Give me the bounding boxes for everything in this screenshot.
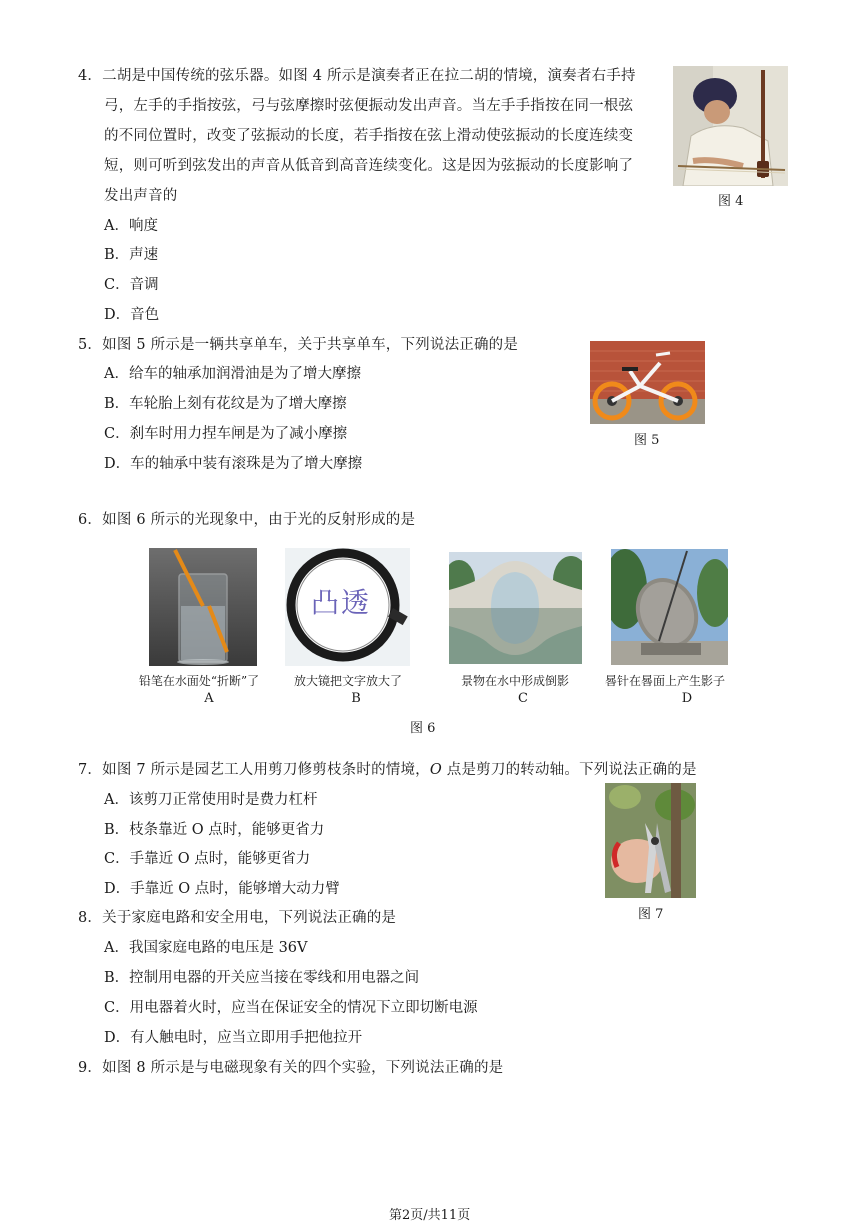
figure-4-caption: 图 4 [718,194,744,209]
q7-stem-pivot-label: O [429,762,442,778]
q8-option-c: C．用电器着火时，应当在保证安全的情况下立即切断电源 [104,1000,478,1016]
panel-a-letter: A [204,691,214,706]
q7-option-c: C．手靠近 O 点时，能够更省力 [104,851,311,867]
q8-option-b: B．控制用电器的开关应当接在零线和用电器之间 [104,970,420,986]
panel-c-letter: C [518,691,528,706]
q8-stem: 8．关于家庭电路和安全用电，下列说法正确的是 [78,910,397,926]
q7-option-d: D．手靠近 O 点时，能够增大动力臂 [104,881,340,897]
q5-option-d: D．车的轴承中装有滚珠是为了增大摩擦 [104,456,363,472]
shared-bike-image [590,341,705,424]
q7-option-b: B．枝条靠近 O 点时，能够更省力 [104,822,325,838]
figure-7-caption: 图 7 [638,907,664,922]
magnified-text: 凸透 [311,586,372,619]
q4-line-4: 短，则可听到弦发出的声音从低音到高音连续变化。这是因为弦振动的长度影响了 [104,158,634,174]
sundial-image [611,549,728,665]
q5-option-a: A．给车的轴承加润滑油是为了增大摩擦 [104,366,361,382]
q4-option-d: D．音色 [104,307,160,323]
bridge-reflection-image [449,552,582,664]
panel-d-letter: D [681,691,693,706]
q7-stem-part-1: 7．如图 7 所示是园艺工人用剪刀修剪枝条时的情境， [78,762,430,778]
q5-option-c: C．刹车时用力捏车闸是为了减小摩擦 [104,426,348,442]
q4-line-5: 发出声音的 [104,188,178,204]
figure-5-caption: 图 5 [634,433,660,448]
q4-line-3: 的不同位置时，改变了弦振动的长度，若手指按在弦上滑动使弦振动的长度连续变 [104,128,634,144]
q4-option-a: A．响度 [104,218,158,234]
panel-b-letter: B [351,691,361,706]
q4-option-c: C．音调 [104,277,159,293]
q7-stem-part-2: 点是剪刀的转动轴。下列说法正确的是 [441,762,697,778]
q5-option-b: B．车轮胎上刻有花纹是为了增大摩擦 [104,396,347,412]
q5-stem: 5．如图 5 所示是一辆共享单车，关于共享单车，下列说法正确的是 [78,337,519,353]
magnifier-image [285,548,410,666]
q7-option-a: A．该剪刀正常使用时是费力杠杆 [104,792,318,808]
q7-stem [78,760,697,780]
q4-line-2: 弓，左手的手指按弦，弓与弦摩擦时弦便振动发出声音。当左手手指按在同一根弦 [104,98,634,114]
q9-stem: 9．如图 8 所示是与电磁现象有关的四个实验，下列说法正确的是 [78,1060,504,1076]
figure-6-caption: 图 6 [410,721,436,736]
panel-b-caption: 放大镜把文字放大了 [293,674,402,688]
pencil-in-water-image [149,548,257,666]
panel-d-caption: 晷针在晷面上产生影子 [604,674,725,688]
q8-option-d: D．有人触电时，应当立即用手把他拉开 [104,1030,363,1046]
panel-a-caption: 铅笔在水面处“折断”了 [138,674,260,688]
q4-line-1: 4．二胡是中国传统的弦乐器。如图 4 所示是演奏者正在拉二胡的情境，演奏者右手持 [78,68,636,84]
q6-stem: 6．如图 6 所示的光现象中，由于光的反射形成的是 [78,512,416,528]
panel-c-caption: 景物在水中形成倒影 [460,674,569,688]
page-footer: 第2页/共11页 [389,1208,471,1223]
erhu-player-image [673,66,788,186]
q4-option-b: B．声速 [104,247,159,263]
q8-option-a: A．我国家庭电路的电压是 36V [104,940,308,956]
pruning-shears-image [605,783,696,898]
